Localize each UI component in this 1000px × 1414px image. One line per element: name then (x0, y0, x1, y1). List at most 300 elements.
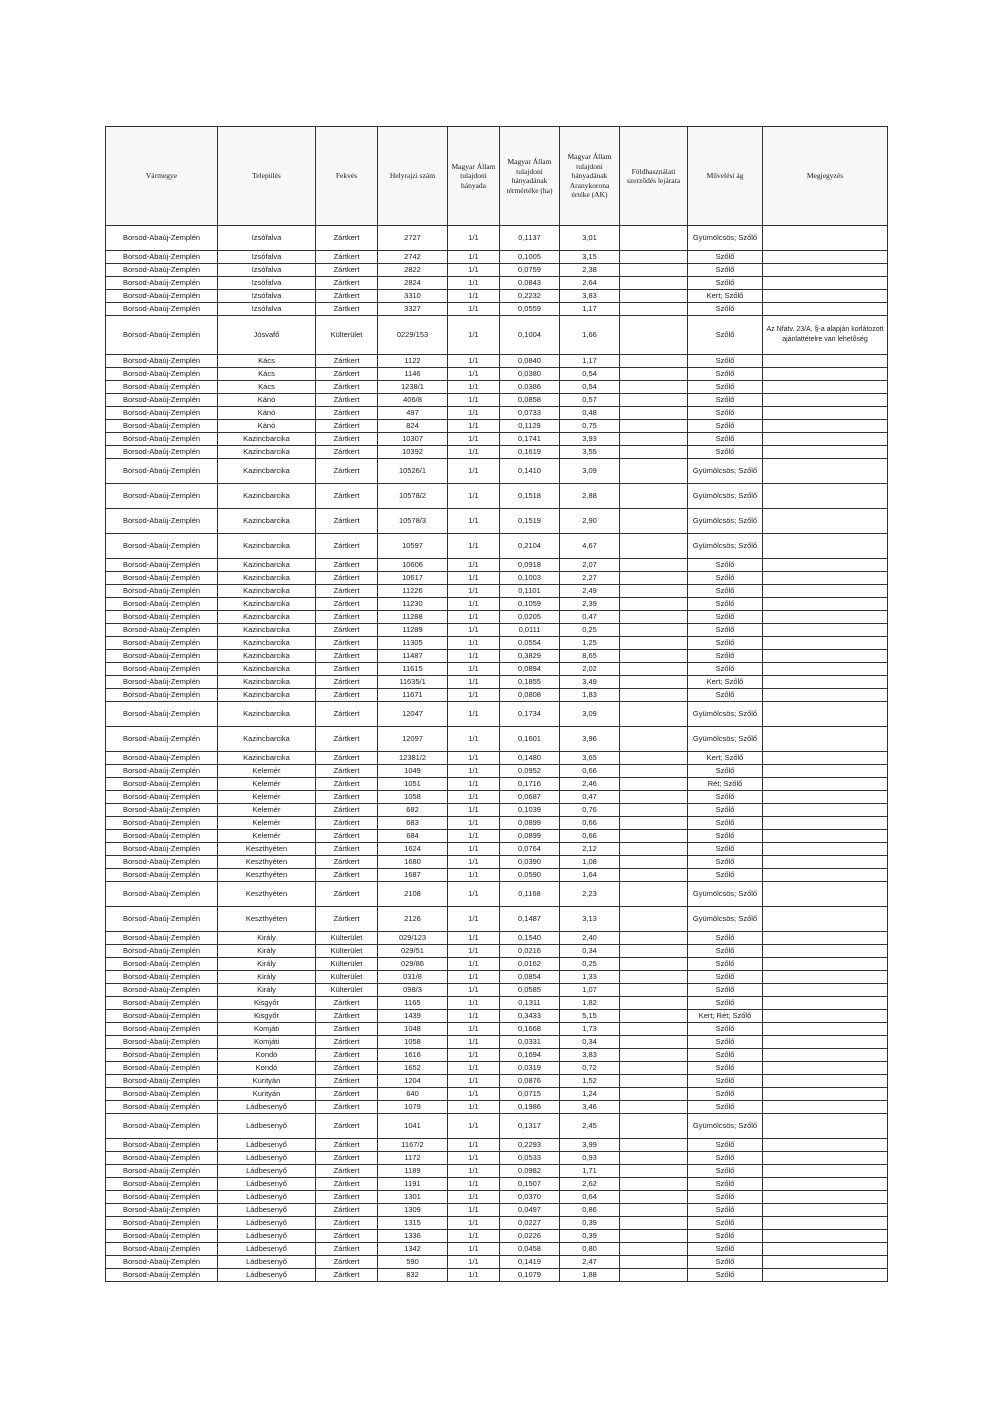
cell-cultivation: Szőlő (688, 869, 763, 882)
cell-county: Borsod-Abaúj-Zemplén (106, 572, 218, 585)
cell-county: Borsod-Abaúj-Zemplén (106, 316, 218, 355)
cell-lease-expiry (620, 509, 688, 534)
cell-county: Borsod-Abaúj-Zemplén (106, 1243, 218, 1256)
cell-settlement: Ládbesenyő (218, 1191, 316, 1204)
cell-parcel-number: 1342 (378, 1243, 448, 1256)
cell-location: Zártkert (316, 368, 378, 381)
cell-county: Borsod-Abaúj-Zemplén (106, 843, 218, 856)
cell-lease-expiry (620, 303, 688, 316)
cell-remark (763, 226, 888, 251)
cell-settlement: Ládbesenyő (218, 1204, 316, 1217)
cell-share-area: 0,1137 (500, 226, 560, 251)
cell-location: Zártkert (316, 303, 378, 316)
cell-share-area: 0,0952 (500, 765, 560, 778)
cell-cultivation: Kert; Szőlő (688, 290, 763, 303)
cell-location: Zártkert (316, 752, 378, 765)
cell-county: Borsod-Abaúj-Zemplén (106, 446, 218, 459)
cell-share-area: 0,0854 (500, 971, 560, 984)
cell-parcel-number: 10307 (378, 433, 448, 446)
cell-lease-expiry (620, 958, 688, 971)
cell-cultivation: Szőlő (688, 791, 763, 804)
cell-cultivation: Szőlő (688, 559, 763, 572)
table-row (106, 663, 888, 676)
table-row (106, 791, 888, 804)
cell-county: Borsod-Abaúj-Zemplén (106, 598, 218, 611)
cell-parcel-number: 1189 (378, 1165, 448, 1178)
cell-parcel-number: 12047 (378, 702, 448, 727)
cell-settlement: Király (218, 945, 316, 958)
cell-parcel-number: 2727 (378, 226, 448, 251)
cell-remark (763, 1114, 888, 1139)
table-row (106, 676, 888, 689)
cell-share-gold-crown: 8,65 (560, 650, 620, 663)
cell-state-share: 1/1 (448, 459, 500, 484)
cell-settlement: Kánó (218, 420, 316, 433)
cell-county: Borsod-Abaúj-Zemplén (106, 611, 218, 624)
cell-parcel-number: 1309 (378, 1204, 448, 1217)
cell-state-share: 1/1 (448, 251, 500, 264)
cell-remark: Az Nfatv. 23/A. §-a alapján korlátozott ajánlattételre van lehetőség (763, 316, 888, 355)
cell-share-area: 0,0858 (500, 394, 560, 407)
cell-county: Borsod-Abaúj-Zemplén (106, 689, 218, 702)
cell-share-area: 0,2232 (500, 290, 560, 303)
cell-share-gold-crown: 2,38 (560, 264, 620, 277)
table-body (106, 226, 888, 1282)
cell-remark (763, 433, 888, 446)
cell-location: Zártkert (316, 856, 378, 869)
cell-parcel-number: 1191 (378, 1178, 448, 1191)
cell-location: Zártkert (316, 637, 378, 650)
cell-cultivation: Szőlő (688, 1049, 763, 1062)
cell-settlement: Izsófalva (218, 290, 316, 303)
cell-county: Borsod-Abaúj-Zemplén (106, 303, 218, 316)
cell-share-gold-crown: 3,09 (560, 702, 620, 727)
cell-remark (763, 459, 888, 484)
cell-remark (763, 534, 888, 559)
cell-lease-expiry (620, 1256, 688, 1269)
cell-lease-expiry (620, 446, 688, 459)
cell-lease-expiry (620, 869, 688, 882)
cell-state-share: 1/1 (448, 509, 500, 534)
cell-state-share: 1/1 (448, 1191, 500, 1204)
cell-settlement: Kács (218, 355, 316, 368)
cell-location: Zártkert (316, 676, 378, 689)
cell-county: Borsod-Abaúj-Zemplén (106, 534, 218, 559)
cell-share-gold-crown: 0,47 (560, 791, 620, 804)
cell-share-gold-crown: 3,09 (560, 459, 620, 484)
cell-share-area: 0,0559 (500, 303, 560, 316)
cell-remark (763, 637, 888, 650)
cell-settlement: Király (218, 984, 316, 997)
cell-settlement: Kazincbarcika (218, 624, 316, 637)
cell-parcel-number: 682 (378, 804, 448, 817)
cell-state-share: 1/1 (448, 1230, 500, 1243)
cell-settlement: Kács (218, 381, 316, 394)
cell-county: Borsod-Abaúj-Zemplén (106, 765, 218, 778)
cell-parcel-number: 2824 (378, 277, 448, 290)
cell-cultivation: Szőlő (688, 1152, 763, 1165)
cell-share-area: 0,0111 (500, 624, 560, 637)
cell-cultivation: Szőlő (688, 1191, 763, 1204)
cell-parcel-number: 029/123 (378, 932, 448, 945)
table-row (106, 1139, 888, 1152)
cell-state-share: 1/1 (448, 971, 500, 984)
cell-county: Borsod-Abaúj-Zemplén (106, 381, 218, 394)
cell-share-area: 0,0840 (500, 355, 560, 368)
cell-cultivation: Szőlő (688, 1178, 763, 1191)
cell-state-share: 1/1 (448, 598, 500, 611)
cell-settlement: Keszthyéten (218, 907, 316, 932)
cell-cultivation: Gyümölcsös; Szőlő (688, 882, 763, 907)
cell-share-area: 0,1734 (500, 702, 560, 727)
cell-parcel-number: 1058 (378, 791, 448, 804)
cell-location: Zártkert (316, 534, 378, 559)
cell-county: Borsod-Abaúj-Zemplén (106, 1049, 218, 1062)
cell-parcel-number: 1167/2 (378, 1139, 448, 1152)
cell-share-gold-crown: 2,49 (560, 585, 620, 598)
cell-share-gold-crown: 1,82 (560, 997, 620, 1010)
cell-cultivation: Szőlő (688, 958, 763, 971)
table-row (106, 843, 888, 856)
cell-state-share: 1/1 (448, 624, 500, 637)
cell-lease-expiry (620, 355, 688, 368)
cell-county: Borsod-Abaúj-Zemplén (106, 1139, 218, 1152)
cell-parcel-number: 1122 (378, 355, 448, 368)
cell-remark (763, 804, 888, 817)
cell-parcel-number: 1624 (378, 843, 448, 856)
cell-location: Zártkert (316, 251, 378, 264)
cell-share-gold-crown: 0,54 (560, 368, 620, 381)
cell-location: Zártkert (316, 585, 378, 598)
cell-county: Borsod-Abaúj-Zemplén (106, 945, 218, 958)
cell-remark (763, 1075, 888, 1088)
cell-remark (763, 394, 888, 407)
table-row (106, 1230, 888, 1243)
table-row (106, 509, 888, 534)
cell-county: Borsod-Abaúj-Zemplén (106, 869, 218, 882)
table-row (106, 689, 888, 702)
cell-share-area: 0,0590 (500, 869, 560, 882)
cell-location: Zártkert (316, 997, 378, 1010)
cell-cultivation: Szőlő (688, 689, 763, 702)
cell-share-area: 0,3829 (500, 650, 560, 663)
cell-lease-expiry (620, 1075, 688, 1088)
cell-settlement: Kazincbarcika (218, 727, 316, 752)
cell-cultivation: Szőlő (688, 663, 763, 676)
cell-state-share: 1/1 (448, 1114, 500, 1139)
cell-settlement: Kazincbarcika (218, 459, 316, 484)
cell-lease-expiry (620, 1049, 688, 1062)
cell-county: Borsod-Abaúj-Zemplén (106, 1088, 218, 1101)
cell-lease-expiry (620, 932, 688, 945)
cell-cultivation: Szőlő (688, 1269, 763, 1282)
cell-location: Zártkert (316, 1088, 378, 1101)
cell-state-share: 1/1 (448, 355, 500, 368)
cell-county: Borsod-Abaúj-Zemplén (106, 650, 218, 663)
table-row (106, 572, 888, 585)
cell-share-area: 0,1668 (500, 1023, 560, 1036)
cell-cultivation: Szőlő (688, 1256, 763, 1269)
cell-remark (763, 381, 888, 394)
cell-cultivation: Szőlő (688, 420, 763, 433)
cell-settlement: Kazincbarcika (218, 572, 316, 585)
cell-parcel-number: 497 (378, 407, 448, 420)
cell-share-area: 0,1059 (500, 598, 560, 611)
header-state-share: Magyar Állam tulajdoni hányada (448, 127, 500, 226)
cell-share-area: 0,0982 (500, 1165, 560, 1178)
table-row (106, 1036, 888, 1049)
table-row (106, 830, 888, 843)
cell-lease-expiry (620, 727, 688, 752)
cell-lease-expiry (620, 1230, 688, 1243)
cell-location: Zártkert (316, 394, 378, 407)
table-row (106, 1217, 888, 1230)
cell-share-gold-crown: 3,83 (560, 1049, 620, 1062)
cell-share-gold-crown: 2,39 (560, 598, 620, 611)
cell-state-share: 1/1 (448, 1256, 500, 1269)
cell-state-share: 1/1 (448, 1101, 500, 1114)
cell-share-area: 0,1317 (500, 1114, 560, 1139)
table-row (106, 264, 888, 277)
cell-location: Zártkert (316, 804, 378, 817)
cell-settlement: Kazincbarcika (218, 611, 316, 624)
table-row (106, 1075, 888, 1088)
cell-parcel-number: 1652 (378, 1062, 448, 1075)
cell-parcel-number: 406/8 (378, 394, 448, 407)
cell-parcel-number: 098/3 (378, 984, 448, 997)
cell-share-gold-crown: 3,01 (560, 226, 620, 251)
cell-lease-expiry (620, 277, 688, 290)
cell-location: Zártkert (316, 830, 378, 843)
cell-settlement: Keszthyéten (218, 869, 316, 882)
cell-state-share: 1/1 (448, 945, 500, 958)
cell-lease-expiry (620, 1139, 688, 1152)
cell-location: Zártkert (316, 869, 378, 882)
cell-lease-expiry (620, 381, 688, 394)
table-row (106, 534, 888, 559)
cell-cultivation: Szőlő (688, 381, 763, 394)
cell-share-gold-crown: 3,15 (560, 251, 620, 264)
cell-state-share: 1/1 (448, 882, 500, 907)
cell-location: Zártkert (316, 689, 378, 702)
cell-settlement: Kelemér (218, 817, 316, 830)
cell-lease-expiry (620, 804, 688, 817)
cell-parcel-number: 1616 (378, 1049, 448, 1062)
cell-share-gold-crown: 0,64 (560, 1191, 620, 1204)
cell-location: Zártkert (316, 1010, 378, 1023)
cell-location: Külterület (316, 958, 378, 971)
cell-remark (763, 446, 888, 459)
cell-county: Borsod-Abaúj-Zemplén (106, 407, 218, 420)
cell-location: Zártkert (316, 765, 378, 778)
cell-state-share: 1/1 (448, 856, 500, 869)
cell-state-share: 1/1 (448, 277, 500, 290)
cell-remark (763, 1152, 888, 1165)
land-table-sheet (105, 126, 887, 1282)
cell-share-area: 0,0226 (500, 1230, 560, 1243)
cell-share-area: 0,0808 (500, 689, 560, 702)
cell-cultivation: Gyümölcsös; Szőlő (688, 459, 763, 484)
cell-settlement: Kazincbarcika (218, 676, 316, 689)
cell-remark (763, 598, 888, 611)
cell-cultivation: Szőlő (688, 1139, 763, 1152)
cell-share-gold-crown: 3,93 (560, 433, 620, 446)
table-row (106, 585, 888, 598)
cell-settlement: Izsófalva (218, 277, 316, 290)
cell-remark (763, 1243, 888, 1256)
cell-county: Borsod-Abaúj-Zemplén (106, 1023, 218, 1036)
cell-county: Borsod-Abaúj-Zemplén (106, 971, 218, 984)
cell-remark (763, 264, 888, 277)
table-row (106, 637, 888, 650)
cell-state-share: 1/1 (448, 1243, 500, 1256)
cell-location: Zártkert (316, 650, 378, 663)
cell-location: Külterület (316, 316, 378, 355)
cell-share-gold-crown: 2,02 (560, 663, 620, 676)
cell-county: Borsod-Abaúj-Zemplén (106, 882, 218, 907)
cell-remark (763, 1204, 888, 1217)
cell-lease-expiry (620, 251, 688, 264)
cell-location: Zártkert (316, 778, 378, 791)
cell-county: Borsod-Abaúj-Zemplén (106, 277, 218, 290)
cell-share-area: 0,0554 (500, 637, 560, 650)
cell-parcel-number: 10578/2 (378, 484, 448, 509)
cell-county: Borsod-Abaúj-Zemplén (106, 1191, 218, 1204)
cell-remark (763, 484, 888, 509)
cell-share-gold-crown: 2,90 (560, 509, 620, 534)
cell-cultivation: Szőlő (688, 355, 763, 368)
cell-share-gold-crown: 0,57 (560, 394, 620, 407)
cell-share-area: 0,0370 (500, 1191, 560, 1204)
cell-county: Borsod-Abaúj-Zemplén (106, 484, 218, 509)
table-row (106, 1088, 888, 1101)
cell-location: Zártkert (316, 1023, 378, 1036)
cell-state-share: 1/1 (448, 791, 500, 804)
table-row (106, 765, 888, 778)
table-row (106, 484, 888, 509)
cell-state-share: 1/1 (448, 572, 500, 585)
cell-cultivation: Gyümölcsös; Szőlő (688, 484, 763, 509)
cell-settlement: Kelemér (218, 830, 316, 843)
cell-county: Borsod-Abaúj-Zemplén (106, 702, 218, 727)
cell-lease-expiry (620, 624, 688, 637)
table-row (106, 778, 888, 791)
cell-share-gold-crown: 2,23 (560, 882, 620, 907)
cell-remark (763, 971, 888, 984)
cell-settlement: Kánó (218, 407, 316, 420)
cell-cultivation: Szőlő (688, 368, 763, 381)
cell-settlement: Kazincbarcika (218, 509, 316, 534)
cell-remark (763, 689, 888, 702)
cell-location: Zártkert (316, 1165, 378, 1178)
cell-share-gold-crown: 0,39 (560, 1217, 620, 1230)
cell-lease-expiry (620, 663, 688, 676)
cell-county: Borsod-Abaúj-Zemplén (106, 727, 218, 752)
cell-county: Borsod-Abaúj-Zemplén (106, 778, 218, 791)
cell-state-share: 1/1 (448, 727, 500, 752)
cell-lease-expiry (620, 572, 688, 585)
cell-remark (763, 727, 888, 752)
cell-share-area: 0,1311 (500, 997, 560, 1010)
header-row (106, 127, 888, 226)
cell-county: Borsod-Abaúj-Zemplén (106, 1114, 218, 1139)
cell-cultivation: Szőlő (688, 446, 763, 459)
cell-parcel-number: 1172 (378, 1152, 448, 1165)
cell-settlement: Kazincbarcika (218, 650, 316, 663)
cell-state-share: 1/1 (448, 1165, 500, 1178)
cell-parcel-number: 1687 (378, 869, 448, 882)
cell-location: Zártkert (316, 420, 378, 433)
cell-location: Zártkert (316, 355, 378, 368)
cell-share-gold-crown: 1,66 (560, 316, 620, 355)
cell-state-share: 1/1 (448, 446, 500, 459)
cell-share-gold-crown: 0,76 (560, 804, 620, 817)
header-settlement: Település (218, 127, 316, 226)
table-row (106, 1049, 888, 1062)
table-row (106, 251, 888, 264)
table-row (106, 856, 888, 869)
cell-parcel-number: 1680 (378, 856, 448, 869)
cell-county: Borsod-Abaúj-Zemplén (106, 997, 218, 1010)
cell-county: Borsod-Abaúj-Zemplén (106, 1269, 218, 1282)
cell-location: Zártkert (316, 509, 378, 534)
cell-share-area: 0,0843 (500, 277, 560, 290)
cell-settlement: Izsófalva (218, 264, 316, 277)
cell-share-gold-crown: 3,96 (560, 727, 620, 752)
cell-settlement: Ládbesenyő (218, 1139, 316, 1152)
cell-county: Borsod-Abaúj-Zemplén (106, 368, 218, 381)
cell-location: Zártkert (316, 1152, 378, 1165)
cell-location: Zártkert (316, 459, 378, 484)
table-row (106, 702, 888, 727)
cell-remark (763, 407, 888, 420)
table-row (106, 290, 888, 303)
cell-remark (763, 1217, 888, 1230)
cell-cultivation: Gyümölcsös; Szőlő (688, 534, 763, 559)
cell-share-gold-crown: 3,83 (560, 290, 620, 303)
cell-lease-expiry (620, 598, 688, 611)
cell-share-area: 0,1986 (500, 1101, 560, 1114)
cell-cultivation: Szőlő (688, 1230, 763, 1243)
cell-cultivation: Szőlő (688, 997, 763, 1010)
cell-state-share: 1/1 (448, 752, 500, 765)
cell-lease-expiry (620, 585, 688, 598)
cell-remark (763, 624, 888, 637)
cell-lease-expiry (620, 534, 688, 559)
cell-county: Borsod-Abaúj-Zemplén (106, 637, 218, 650)
cell-settlement: Ládbesenyő (218, 1269, 316, 1282)
cell-parcel-number: 3327 (378, 303, 448, 316)
cell-remark (763, 856, 888, 869)
cell-lease-expiry (620, 945, 688, 958)
header-location: Fekvés (316, 127, 378, 226)
cell-cultivation: Szőlő (688, 804, 763, 817)
cell-location: Zártkert (316, 727, 378, 752)
cell-county: Borsod-Abaúj-Zemplén (106, 226, 218, 251)
cell-cultivation: Szőlő (688, 585, 763, 598)
cell-state-share: 1/1 (448, 1152, 500, 1165)
cell-share-gold-crown: 0,80 (560, 1243, 620, 1256)
cell-settlement: Ládbesenyő (218, 1114, 316, 1139)
cell-remark (763, 509, 888, 534)
cell-state-share: 1/1 (448, 316, 500, 355)
cell-parcel-number: 11289 (378, 624, 448, 637)
cell-cultivation: Gyümölcsös; Szőlő (688, 509, 763, 534)
cell-lease-expiry (620, 971, 688, 984)
cell-share-area: 0,1855 (500, 676, 560, 689)
cell-parcel-number: 11288 (378, 611, 448, 624)
cell-remark (763, 958, 888, 971)
